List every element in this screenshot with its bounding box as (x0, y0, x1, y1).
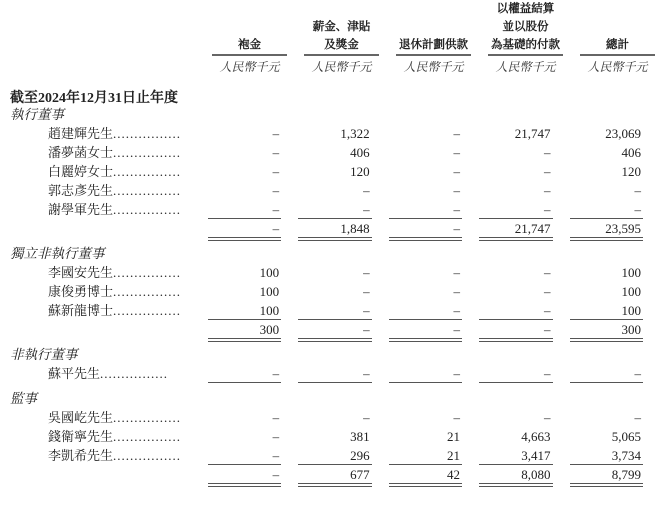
value-cell: 100 (259, 265, 280, 280)
value-cell: 3,734 (570, 446, 643, 465)
value-cell: 296 (298, 446, 371, 465)
subtotal-cell: 8,080 (479, 465, 552, 487)
person-name: 吳國屹先生 (48, 410, 114, 425)
unit-row (212, 58, 660, 75)
value-cell: 120 (621, 164, 642, 179)
table-row (0, 446, 660, 465)
dot-leader: ................ (113, 202, 182, 217)
table-row (0, 263, 660, 282)
label-cell (0, 162, 208, 181)
subtotal-cell: 23,595 (570, 219, 643, 241)
section-title: 監事 (10, 391, 37, 406)
subtotal-cell: – (298, 320, 371, 342)
row-label (0, 200, 202, 219)
subtotal-row (0, 219, 660, 238)
person-name: 李凱希先生 (48, 448, 114, 463)
value-cell: – (272, 164, 280, 179)
label-cell (0, 427, 208, 446)
table-row (0, 408, 660, 427)
value-cell: – (570, 364, 643, 383)
person-name: 李國安先生 (48, 265, 114, 280)
value-cell: 100 (621, 284, 642, 299)
subtotal-cell: 1,848 (298, 219, 371, 241)
table-row (0, 200, 660, 219)
person-name: 康俊勇博士 (48, 284, 114, 299)
label-cell (0, 320, 208, 339)
value-cell: – (272, 145, 280, 160)
row-label (0, 143, 202, 162)
value-cell: – (544, 145, 551, 160)
label-cell (0, 200, 208, 219)
dot-leader: ................ (113, 265, 182, 280)
value-cell: 5,065 (611, 429, 642, 444)
label-cell (0, 301, 208, 320)
column-header (304, 0, 379, 56)
value-cell: – (453, 284, 461, 299)
value-cell: – (453, 265, 461, 280)
value-cell: – (272, 183, 280, 198)
table-row (0, 181, 660, 200)
value-cell: 100 (259, 284, 280, 299)
dot-leader: ................ (113, 429, 182, 444)
subtotal-cell: – (389, 219, 462, 241)
value-cell: 406 (621, 145, 642, 160)
value-cell: – (389, 364, 462, 383)
subtotal-cell: 21,747 (479, 219, 552, 241)
value-cell: – (298, 301, 371, 320)
value-cell: – (544, 265, 551, 280)
value-cell: 21,747 (514, 126, 551, 141)
subtotal-cell: 300 (208, 320, 281, 342)
value-cell: – (208, 446, 281, 465)
value-cell: – (208, 200, 281, 219)
table-row (0, 124, 660, 143)
value-cell: – (363, 183, 370, 198)
value-cell: – (208, 364, 281, 383)
person-name: 潘夢菡女士 (48, 145, 114, 160)
value-cell: 100 (621, 265, 642, 280)
value-cell: – (272, 126, 280, 141)
subtotal-cell: 42 (389, 465, 462, 487)
label-cell (0, 446, 208, 465)
value-cell: – (634, 183, 642, 198)
subtotal-row (0, 320, 660, 339)
column-headers (212, 0, 660, 56)
value-cell: – (298, 200, 371, 219)
value-cell: 100 (570, 301, 643, 320)
subtotal-cell: – (479, 320, 552, 342)
dot-leader: ................ (100, 366, 169, 381)
value-cell: 23,069 (605, 126, 642, 141)
label-cell (0, 219, 208, 238)
value-cell: – (453, 145, 461, 160)
person-name: 蘇新龍博士 (48, 303, 114, 318)
value-cell: – (272, 429, 280, 444)
label-cell (0, 282, 208, 301)
row-label (0, 162, 202, 181)
dot-leader: ................ (113, 284, 182, 299)
dot-leader: ................ (113, 410, 182, 425)
row-label (0, 427, 202, 446)
table-row (0, 301, 660, 320)
value-cell: – (544, 410, 551, 425)
value-cell: – (634, 410, 642, 425)
person-name: 蘇平先生 (48, 366, 101, 381)
value-cell: 406 (350, 145, 370, 160)
column-unit: 人民幣千元 (495, 60, 556, 74)
person-name: 謝學軍先生 (48, 202, 114, 217)
value-cell: – (544, 164, 551, 179)
column-header-line: 為基礎的付款 (491, 39, 560, 51)
value-cell: – (363, 284, 370, 299)
column-header-line: 及獎金 (324, 39, 359, 51)
column-unit: 人民幣千元 (311, 60, 372, 74)
dot-leader: ................ (113, 183, 182, 198)
column-unit: 人民幣千元 (219, 60, 280, 74)
section-title: 執行董事 (10, 107, 64, 122)
value-cell: – (453, 410, 461, 425)
table-row (0, 162, 660, 181)
row-label (0, 446, 202, 465)
value-cell: 100 (208, 301, 281, 320)
label-cell (0, 465, 208, 484)
value-cell: – (363, 410, 370, 425)
dot-leader: ................ (113, 303, 182, 318)
column-header-line: 袍金 (238, 39, 261, 51)
column-header (212, 0, 287, 56)
row-label (0, 301, 202, 320)
table-row (0, 427, 660, 446)
column-header (488, 0, 563, 56)
value-cell: – (544, 284, 551, 299)
value-cell: – (479, 200, 552, 219)
column-header-line: 並以股份 (502, 21, 549, 33)
value-cell: 21 (389, 446, 462, 465)
section-title: 獨立非執行董事 (10, 246, 105, 261)
value-cell: – (389, 200, 462, 219)
value-cell: 3,417 (479, 446, 552, 465)
value-cell: – (544, 183, 551, 198)
dot-leader: ................ (113, 126, 182, 141)
row-label (0, 282, 202, 301)
column-unit: 人民幣千元 (403, 60, 464, 74)
value-cell: – (389, 301, 462, 320)
person-name: 趙建輝先生 (48, 126, 114, 141)
label-cell (0, 124, 208, 143)
value-cell: – (570, 200, 643, 219)
table-row (0, 364, 660, 383)
row-label (0, 364, 202, 383)
label-cell (0, 263, 208, 282)
dot-leader: ................ (113, 448, 182, 463)
dot-leader: ................ (113, 164, 182, 179)
section-title: 非執行董事 (10, 347, 78, 362)
value-cell: – (363, 265, 370, 280)
value-cell: – (272, 410, 280, 425)
row-label (0, 181, 202, 200)
label-cell (0, 364, 208, 383)
row-label (0, 124, 202, 143)
label-cell (0, 181, 208, 200)
subtotal-cell: – (208, 219, 281, 241)
table-row (0, 143, 660, 162)
subtotal-cell: – (208, 465, 281, 487)
column-header (580, 0, 655, 56)
column-header-line: 薪金、津貼 (312, 21, 371, 33)
label-cell (0, 143, 208, 162)
subtotal-cell: 8,799 (570, 465, 643, 487)
person-name: 錢衛寧先生 (48, 429, 114, 444)
period-heading: 截至2024年12月31日止年度 (10, 91, 178, 106)
value-cell: – (298, 364, 371, 383)
value-cell: – (453, 183, 461, 198)
column-unit: 人民幣千元 (587, 60, 648, 74)
person-name: 郭志彥先生 (48, 183, 114, 198)
column-header-line: 總計 (606, 39, 629, 51)
value-cell: 4,663 (521, 429, 551, 444)
subtotal-cell: – (389, 320, 462, 342)
row-label (0, 263, 202, 282)
row-label (0, 408, 202, 427)
value-cell: 120 (350, 164, 370, 179)
person-name: 白麗婷女士 (48, 164, 114, 179)
value-cell: 381 (350, 429, 370, 444)
value-cell: – (479, 301, 552, 320)
subtotal-cell: 677 (298, 465, 371, 487)
subtotal-cell: 300 (570, 320, 643, 342)
subtotal-row (0, 465, 660, 484)
value-cell: – (453, 126, 461, 141)
column-header-line: 以權益結算 (496, 3, 555, 15)
table-row (0, 282, 660, 301)
value-cell: 1,322 (340, 126, 370, 141)
value-cell: 21 (447, 429, 461, 444)
dot-leader: ................ (113, 145, 182, 160)
column-header-line: 退休計劃供款 (399, 39, 468, 51)
remuneration-table (0, 105, 660, 484)
label-cell (0, 408, 208, 427)
column-header (396, 0, 471, 56)
value-cell: – (479, 364, 552, 383)
value-cell: – (453, 164, 461, 179)
